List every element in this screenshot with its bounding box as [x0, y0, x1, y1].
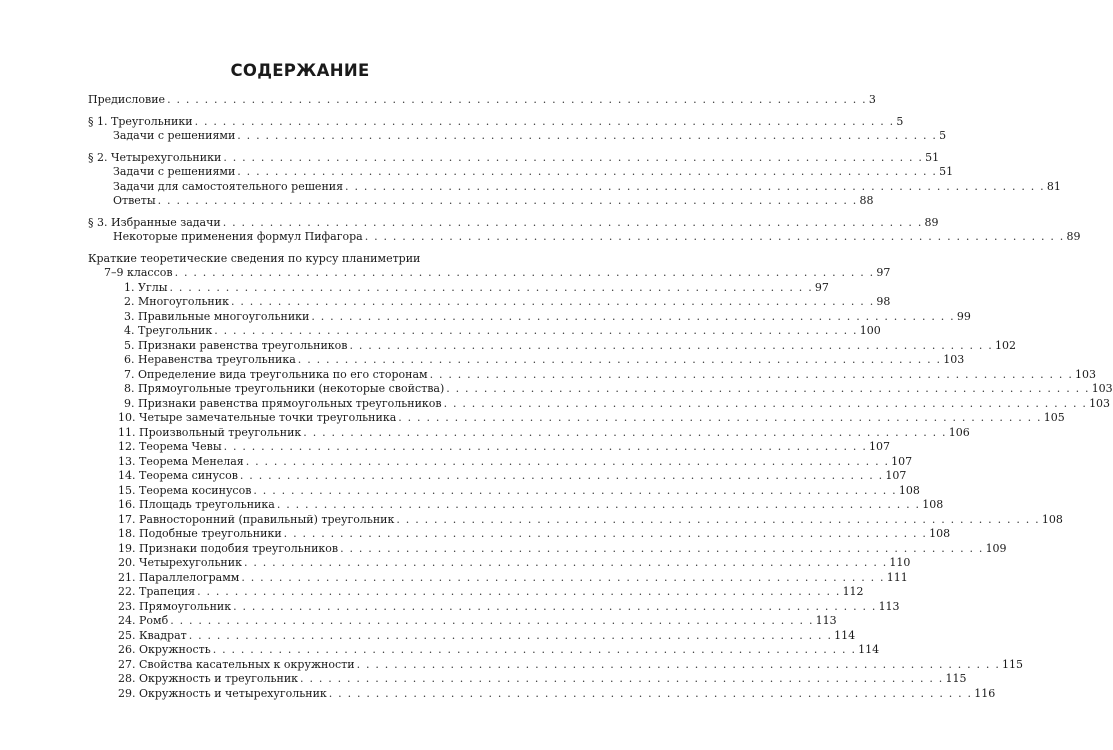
toc-entry-label: Задачи с решениями [113, 129, 236, 142]
toc-entry-page: 98 [876, 295, 891, 308]
toc-entry-label: 8. Прямоугольные треугольники (некоторые свойства) [124, 382, 445, 395]
dot-leader: . . . . . . . . . . . . . . . . . . . . . . . . . . . . . . . . . . . . . . . . . . . . . . . . . . . . . . . . . . . . . . . . . . . . . . . . . . . [194, 114, 895, 128]
dot-leader: . . . . . . . . . . . . . . . . . . . . . . . . . . . . . . . . . . . . . . . . . . . . . . . . . . . . . . . . . . . . . . . . . . . . . [396, 512, 1040, 526]
toc-entry-page: 51 [925, 150, 940, 164]
toc-entry-page: 114 [858, 643, 880, 656]
toc-entry-label: 21. Параллелограмм [118, 570, 240, 584]
toc-entry[interactable] [0, 585, 864, 600]
toc-entry-page: 5 [939, 129, 947, 142]
dot-leader: . . . . . . . . . . . . . . . . . . . . . . . . . . . . . . . . . . . . . . . . . . . . . . . . . . . . . . . . . . . . . . . . . . . . . . . . . . . [237, 129, 938, 142]
dot-leader: . . . . . . . . . . . . . . . . . . . . . . . . . . . . . . . . . . . . . . . . . . . . . . . . . . . . . . . . . . . . . . . . . . . . . [443, 396, 1088, 410]
toc-entry-label: 3. Правильные многоугольники [124, 309, 310, 323]
dot-leader: . . . . . . . . . . . . . . . . . . . . . . . . . . . . . . . . . . . . . . . . . . . . . . . . . . . . . . . . . . . . . . . . . . . . . . . . . . . [157, 194, 858, 207]
dot-leader: . . . . . . . . . . . . . . . . . . . . . . . . . . . . . . . . . . . . . . . . . . . . . . . . . . . . . . . . . . . . . . . . . . . . . [241, 570, 885, 584]
toc-entry[interactable] [0, 230, 1081, 245]
toc-entry[interactable] [0, 570, 908, 586]
toc-entry[interactable] [0, 295, 891, 310]
toc-entry[interactable] [0, 483, 920, 499]
toc-entry-theory[interactable] [0, 266, 891, 281]
dot-leader: . . . . . . . . . . . . . . . . . . . . . . . . . . . . . . . . . . . . . . . . . . . . . . . . . . . . . . . . . . . . . . . . . . . . . [297, 353, 942, 366]
dot-leader: . . . . . . . . . . . . . . . . . . . . . . . . . . . . . . . . . . . . . . . . . . . . . . . . . . . . . . . . . . . . . . . . . . . . . . . . . . . [223, 150, 924, 164]
toc-entry-label: 1. Углы [124, 280, 168, 294]
toc-entry-label: 10. Четыре замечательные точки треугольника [118, 411, 397, 424]
toc-entry-page: 3 [868, 93, 876, 106]
toc-entry-section-1[interactable] [0, 114, 904, 130]
toc-entry-page: 108 [922, 498, 944, 511]
toc-entry-label: 23. Прямоугольник [118, 599, 232, 613]
toc-entry[interactable] [0, 527, 951, 542]
toc-entry-label: Задачи с решениями [113, 165, 236, 178]
toc-entry-label: § 2. Четырехугольники [88, 150, 222, 164]
toc-entry-section-2[interactable] [0, 150, 940, 166]
toc-entry[interactable] [0, 556, 911, 571]
toc-entry[interactable] [0, 129, 947, 144]
toc-entry[interactable] [0, 498, 944, 513]
toc-entry-label: 17. Равносторонний (правильный) треугольник [118, 512, 395, 526]
toc-entry-label: 2. Многоугольник [124, 295, 229, 308]
toc-entry[interactable] [0, 324, 881, 339]
toc-entry-page: 103 [1091, 382, 1113, 395]
toc-entry[interactable] [0, 628, 856, 644]
dot-leader: . . . . . . . . . . . . . . . . . . . . . . . . . . . . . . . . . . . . . . . . . . . . . . . . . . . . . . . . . . . . . . . . . . . . . [349, 338, 993, 352]
toc-entry-page: 107 [869, 440, 891, 453]
toc-entry-label: 7. Определение вида треугольника по его сторонам [124, 367, 428, 381]
toc-entry-label: 7–9 классов [104, 266, 173, 279]
toc-entry-page: 115 [945, 672, 967, 685]
toc-entry-label: Предисловие [88, 93, 166, 106]
toc-entry-label: Некоторые применения формул Пифагора [113, 230, 363, 243]
toc-entry-label: 15. Теорема косинусов [118, 483, 252, 497]
toc-entry-page: 81 [1046, 179, 1061, 193]
dot-leader: . . . . . . . . . . . . . . . . . . . . . . . . . . . . . . . . . . . . . . . . . . . . . . . . . . . . . . . . . . . . . . . . . . . . . [233, 599, 877, 613]
toc-entry-page: 89 [1066, 230, 1081, 243]
toc-entry-page: 108 [1041, 512, 1063, 526]
dot-leader: . . . . . . . . . . . . . . . . . . . . . . . . . . . . . . . . . . . . . . . . . . . . . . . . . . . . . . . . . . . . . . . . . . . . . [230, 295, 875, 308]
toc-entry-label: 9. Признаки равенства прямоугольных треугольников [124, 396, 442, 410]
toc-entry-page: 100 [859, 324, 881, 337]
toc-entry-preface[interactable] [0, 93, 876, 108]
toc-entry-label: 16. Площадь треугольника [118, 498, 275, 511]
dot-leader: . . . . . . . . . . . . . . . . . . . . . . . . . . . . . . . . . . . . . . . . . . . . . . . . . . . . . . . . . . . . . . . . . . . . . [398, 411, 1042, 424]
toc-entry-page: 107 [885, 469, 907, 482]
toc-entry-page: 99 [956, 309, 971, 323]
toc-entry-theory-heading[interactable] [0, 252, 600, 267]
toc-entry-page: 110 [889, 556, 911, 569]
toc-entry-label: 13. Теорема Менелая [118, 454, 244, 468]
toc-entry[interactable] [0, 353, 965, 368]
dot-leader: . . . . . . . . . . . . . . . . . . . . . . . . . . . . . . . . . . . . . . . . . . . . . . . . . . . . . . . . . . . . . . . . . . . . . [243, 556, 888, 569]
dot-leader: . . . . . . . . . . . . . . . . . . . . . . . . . . . . . . . . . . . . . . . . . . . . . . . . . . . . . . . . . . . . . . . . . . . . . [283, 527, 928, 540]
toc-entry-label: 11. Произвольный треугольник [118, 425, 302, 439]
toc-entry-page: 116 [974, 686, 996, 700]
dot-leader: . . . . . . . . . . . . . . . . . . . . . . . . . . . . . . . . . . . . . . . . . . . . . . . . . . . . . . . . . . . . . . . . . . . . . [429, 367, 1074, 381]
toc-entry-page: 115 [1002, 657, 1024, 671]
dot-leader: . . . . . . . . . . . . . . . . . . . . . . . . . . . . . . . . . . . . . . . . . . . . . . . . . . . . . . . . . . . . . . . . . . . . . . . . . . . [345, 179, 1045, 193]
dot-leader: . . . . . . . . . . . . . . . . . . . . . . . . . . . . . . . . . . . . . . . . . . . . . . . . . . . . . . . . . . . . . . . . . . . . . . . . . . . [237, 165, 938, 178]
toc-entry-label: 6. Неравенства треугольника [124, 353, 296, 366]
toc-entry-page: 88 [859, 194, 874, 207]
toc-entry-label: 20. Четырехугольник [118, 556, 242, 569]
toc-entry[interactable] [0, 599, 900, 615]
toc-entry-page: 89 [924, 215, 939, 229]
toc-entry[interactable] [0, 643, 880, 658]
dot-leader: . . . . . . . . . . . . . . . . . . . . . . . . . . . . . . . . . . . . . . . . . . . . . . . . . . . . . . . . . . . . . . . . . . . . . [170, 614, 814, 627]
dot-leader: . . . . . . . . . . . . . . . . . . . . . . . . . . . . . . . . . . . . . . . . . . . . . . . . . . . . . . . . . . . . . . . . . . . . . . . . . . . [222, 215, 923, 229]
toc-entry-page: 97 [876, 266, 891, 279]
toc-entry-page: 113 [878, 599, 900, 613]
dot-leader: . . . . . . . . . . . . . . . . . . . . . . . . . . . . . . . . . . . . . . . . . . . . . . . . . . . . . . . . . . . . . . . . . . . . . [303, 425, 947, 439]
toc-entry-label: Краткие теоретические сведения по курсу планиметрии [88, 251, 421, 265]
toc-entry-label: 25. Квадрат [118, 628, 187, 642]
topic-list [0, 280, 1113, 702]
toc-entry-label: § 3. Избранные задачи [88, 215, 221, 229]
dot-leader: . . . . . . . . . . . . . . . . . . . . . . . . . . . . . . . . . . . . . . . . . . . . . . . . . . . . . . . . . . . . . . . . . . . . . [276, 498, 921, 511]
dot-leader: . . . . . . . . . . . . . . . . . . . . . . . . . . . . . . . . . . . . . . . . . . . . . . . . . . . . . . . . . . . . . . . . . . . . . [300, 672, 944, 685]
toc-entry[interactable] [0, 411, 1065, 426]
toc-entry[interactable] [0, 657, 1024, 673]
toc-entry-label: 29. Окружность и четырехугольник [118, 686, 327, 700]
toc-entry[interactable] [0, 194, 874, 209]
toc-entry-page: 105 [1043, 411, 1065, 424]
toc-entry[interactable] [0, 179, 1061, 195]
dot-leader: . . . . . . . . . . . . . . . . . . . . . . . . . . . . . . . . . . . . . . . . . . . . . . . . . . . . . . . . . . . . . . . . . . . . . . . . . . . [174, 266, 875, 279]
dot-leader: . . . . . . . . . . . . . . . . . . . . . . . . . . . . . . . . . . . . . . . . . . . . . . . . . . . . . . . . . . . . . . . . . . . . . [245, 454, 890, 468]
dot-leader: . . . . . . . . . . . . . . . . . . . . . . . . . . . . . . . . . . . . . . . . . . . . . . . . . . . . . . . . . . . . . . . . . . . . . . . . . . . [167, 93, 867, 106]
toc-entry-label: § 1. Треугольники [88, 114, 193, 128]
toc-entry-page: 106 [948, 425, 970, 439]
dot-leader: . . . . . . . . . . . . . . . . . . . . . . . . . . . . . . . . . . . . . . . . . . . . . . . . . . . . . . . . . . . . . . . . . . . . . [253, 483, 897, 497]
dot-leader: . . . . . . . . . . . . . . . . . . . . . . . . . . . . . . . . . . . . . . . . . . . . . . . . . . . . . . . . . . . . . . . . . . . . . . . . . . . [364, 230, 1065, 243]
toc-entry[interactable] [0, 512, 1063, 528]
dot-leader: . . . . . . . . . . . . . . . . . . . . . . . . . . . . . . . . . . . . . . . . . . . . . . . . . . . . . . . . . . . . . . . . . . . . . [239, 469, 884, 482]
dot-leader: . . . . . . . . . . . . . . . . . . . . . . . . . . . . . . . . . . . . . . . . . . . . . . . . . . . . . . . . . . . . . . . . . . . . . [311, 309, 955, 323]
toc-entry-page: 102 [994, 338, 1016, 352]
toc-entry-label: 4. Треугольник [124, 324, 213, 337]
toc-entry-page: 103 [943, 353, 965, 366]
toc-entry-page: 97 [814, 280, 829, 294]
toc-entry-page: 108 [898, 483, 920, 497]
toc-entry[interactable] [0, 469, 907, 484]
toc-entry-label: Задачи для самостоятельного решения [113, 179, 344, 193]
dot-leader: . . . . . . . . . . . . . . . . . . . . . . . . . . . . . . . . . . . . . . . . . . . . . . . . . . . . . . . . . . . . . . . . . . . . . [340, 541, 984, 555]
table-of-contents [0, 93, 1113, 701]
toc-entry-label: 5. Признаки равенства треугольников [124, 338, 348, 352]
dot-leader: . . . . . . . . . . . . . . . . . . . . . . . . . . . . . . . . . . . . . . . . . . . . . . . . . . . . . . . . . . . . . . . . . . . . . [188, 628, 833, 642]
toc-entry-page: 114 [834, 628, 856, 642]
toc-entry[interactable] [0, 454, 913, 470]
toc-entry[interactable] [0, 425, 970, 441]
toc-entry-label: 27. Свойства касательных к окружности [118, 657, 355, 671]
toc-entry-page: 109 [985, 541, 1007, 555]
toc-entry[interactable] [0, 367, 1097, 383]
dot-leader: . . . . . . . . . . . . . . . . . . . . . . . . . . . . . . . . . . . . . . . . . . . . . . . . . . . . . . . . . . . . . . . . . . . . . [223, 440, 868, 453]
toc-entry-page: 5 [896, 114, 904, 128]
toc-entry[interactable] [0, 280, 829, 296]
dot-leader: . . . . . . . . . . . . . . . . . . . . . . . . . . . . . . . . . . . . . . . . . . . . . . . . . . . . . . . . . . . . . . . . . . . . . [214, 324, 858, 337]
toc-entry-page: 103 [1089, 396, 1111, 410]
toc-entry-label: 26. Окружность [118, 643, 211, 656]
toc-entry[interactable] [0, 672, 967, 687]
toc-entry-page: 107 [891, 454, 913, 468]
dot-leader: . . . . . . . . . . . . . . . . . . . . . . . . . . . . . . . . . . . . . . . . . . . . . . . . . . . . . . . . . . . . . . . . . . . . . [328, 686, 973, 700]
toc-entry-section-3[interactable] [0, 215, 939, 231]
toc-entry[interactable] [0, 165, 954, 180]
toc-entry-label: 19. Признаки подобия треугольников [118, 541, 339, 555]
dot-leader: . . . . . . . . . . . . . . . . . . . . . . . . . . . . . . . . . . . . . . . . . . . . . . . . . . . . . . . . . . . . . . . . . . . . . [212, 643, 857, 656]
toc-entry[interactable] [0, 338, 1016, 354]
dot-leader: . . . . . . . . . . . . . . . . . . . . . . . . . . . . . . . . . . . . . . . . . . . . . . . . . . . . . . . . . . . . . . . . . . . . . [356, 657, 1001, 671]
toc-entry-page: 51 [939, 165, 954, 178]
toc-entry-label: 14. Теорема синусов [118, 469, 238, 482]
toc-entry[interactable] [0, 614, 837, 629]
dot-leader: . . . . . . . . . . . . . . . . . . . . . . . . . . . . . . . . . . . . . . . . . . . . . . . . . . . . . . . . . . . . . . . . . . . . . [446, 382, 1090, 395]
toc-entry-label: 22. Трапеция [118, 585, 196, 598]
dot-leader: . . . . . . . . . . . . . . . . . . . . . . . . . . . . . . . . . . . . . . . . . . . . . . . . . . . . . . . . . . . . . . . . . . . . . [197, 585, 841, 598]
toc-entry-page: 111 [886, 570, 908, 584]
toc-entry[interactable] [0, 440, 891, 455]
dot-leader: . . . . . . . . . . . . . . . . . . . . . . . . . . . . . . . . . . . . . . . . . . . . . . . . . . . . . . . . . . . . . . . . . . . . . [169, 280, 813, 294]
toc-entry-page: 113 [815, 614, 837, 627]
toc-entry[interactable] [0, 541, 1007, 557]
toc-entry[interactable] [0, 309, 971, 325]
toc-entry-label: 12. Теорема Чевы [118, 440, 222, 453]
toc-entry-page: 112 [842, 585, 864, 598]
toc-entry[interactable] [0, 396, 1111, 412]
toc-entry-label: 18. Подобные треугольники [118, 527, 282, 540]
toc-entry-label: 28. Окружность и треугольник [118, 672, 299, 685]
toc-entry[interactable] [0, 686, 996, 702]
toc-entry-label: Ответы [113, 194, 156, 207]
toc-entry-page: 103 [1075, 367, 1097, 381]
toc-entry-page: 108 [929, 527, 951, 540]
toc-entry-label: 24. Ромб [118, 614, 169, 627]
page-title: СОДЕРЖАНИЕ [230, 61, 370, 80]
toc-entry[interactable] [0, 382, 1113, 397]
